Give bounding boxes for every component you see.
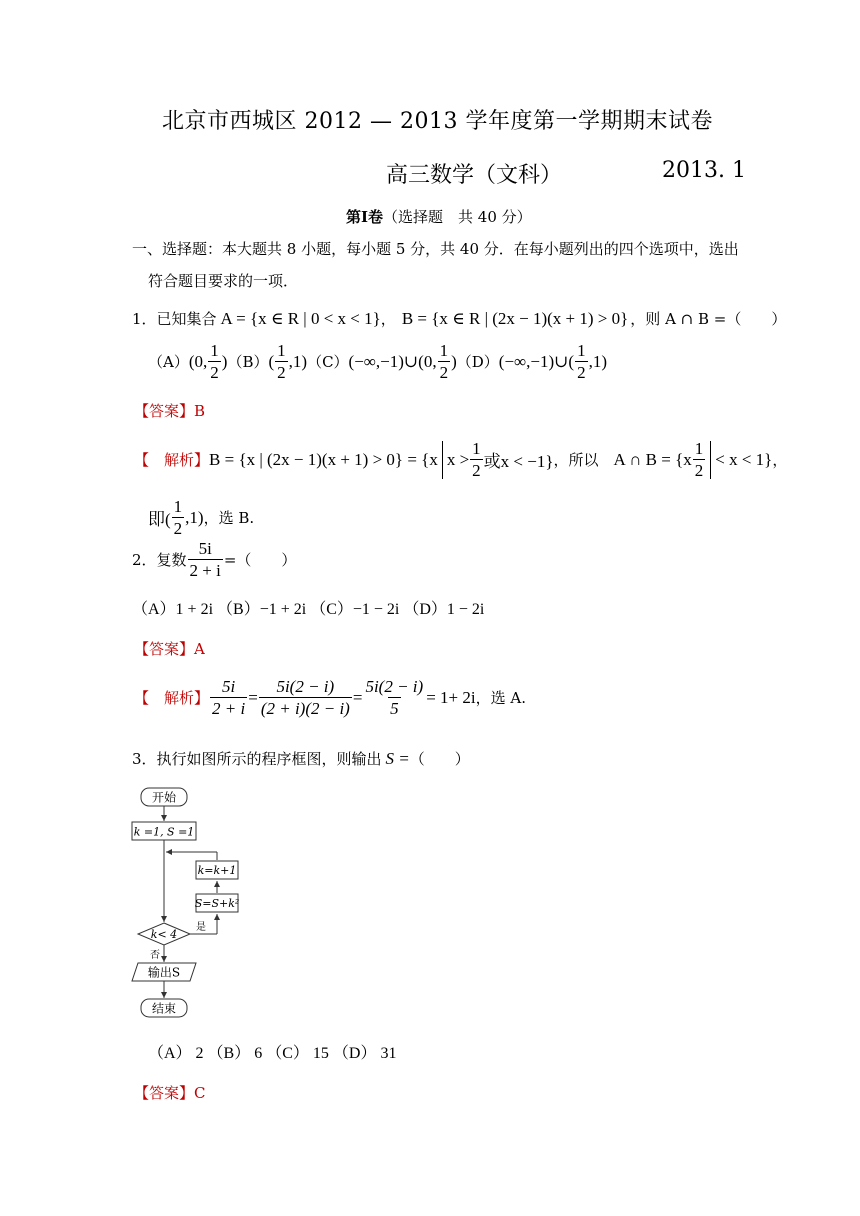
q1-opt-c-label: （C） [307, 353, 349, 371]
fraction-denominator: 5 [390, 699, 399, 718]
q2-answer [134, 638, 205, 659]
q1-analysis-conn: ，所以 [553, 451, 614, 469]
fraction-numerator: 1 [439, 341, 449, 360]
q1-opt-b-post: ,1) [288, 351, 308, 371]
q1-opt-d-pre: (−∞,−1)∪( [498, 351, 575, 371]
q2-fraction [188, 540, 223, 579]
flow-inc-text: k=k+1 [197, 864, 237, 877]
fraction-denominator: 2 [439, 363, 449, 382]
answer-value: B [194, 402, 206, 420]
q1-analysis-end: ， [772, 451, 788, 469]
q1-analysis [134, 440, 787, 479]
flow-sum-text: S=S+k² [194, 897, 240, 910]
fraction-denominator: 2 + i [189, 561, 221, 580]
q1-opt-d-post: ,1) [588, 351, 607, 371]
q1-opt-c-fraction [438, 342, 451, 381]
q2-number: 2．复数 [132, 551, 187, 569]
answer-tag: 【答案】 [134, 402, 195, 420]
q1-set-a: A = {x ∈ R | 0 < x < 1} [220, 308, 381, 328]
answer-value: A [194, 640, 205, 658]
fraction-numerator: 5i [222, 677, 236, 696]
q1-opt-b-fraction [275, 342, 288, 381]
fraction-denominator: (2 + i)(2 − i) [260, 699, 350, 718]
program-flowchart [120, 782, 260, 1022]
fraction-denominator: 2 [472, 461, 481, 480]
fraction-numerator: 1 [277, 341, 286, 360]
fraction-numerator: 5i(2 − i) [365, 677, 424, 696]
q1-analysis-inter-fraction [693, 440, 706, 479]
q1-opt-a-pre: (0, [188, 351, 208, 371]
q1-conclusion [148, 498, 254, 537]
set-bar [710, 441, 711, 479]
answer-value: C [194, 1084, 206, 1102]
q1-opt-a-post: ) [221, 351, 228, 371]
fraction-numerator: 1 [694, 439, 704, 458]
q1-ji-fraction [172, 498, 185, 537]
analysis-tag: 【 解析】 [134, 451, 210, 469]
q1-set-b: B = {x ∈ R | (2x − 1)(x + 1) > 0} [401, 308, 629, 328]
fraction-numerator: 1 [472, 439, 481, 458]
q1-ji-end: ，选 B. [203, 509, 255, 527]
q3-answer [134, 1082, 206, 1103]
q3-options: （A） 2 （B） 6 （C） 15 （D） 31 [148, 1045, 397, 1062]
q1-opt-d-fraction [575, 342, 588, 381]
instruction-line-2: 符合题目要求的一项． [148, 272, 299, 290]
section-heading-bold: 第Ⅰ卷 [346, 208, 384, 226]
q1-analysis-mid1: x > [446, 449, 470, 469]
analysis-tag: 【 解析】 [134, 689, 210, 707]
q1-analysis-pre: B = {x | (2x − 1)(x + 1) > 0} = {x [209, 449, 438, 469]
flow-output-text: 输出S [147, 965, 181, 980]
section-heading [346, 206, 532, 227]
flow-end-text: 结束 [151, 1001, 177, 1016]
q2-eq-1: = [248, 687, 258, 707]
q1-analysis-inter-post: < x < 1} [715, 449, 773, 469]
instruction-line-1: 一、选择题：本大题共 8 小题，每小题 5 分，共 40 分．在每小题列出的四个选项中，选出 [132, 240, 739, 258]
q2-analysis-frac-2 [259, 678, 352, 717]
q1-opt-d-label: （D） [456, 353, 499, 371]
exam-date: 2013. 1 [662, 158, 746, 183]
exam-subject: 高三数学（文科） [386, 163, 563, 188]
q2-end: ，选 A. [475, 689, 526, 707]
q3-stem-var: S = [385, 748, 410, 768]
q2-result: = 1+ 2i [426, 687, 476, 707]
q1-analysis-fraction [470, 440, 483, 479]
flow-yes-label: 是 [196, 922, 206, 933]
exam-title: 北京市西城区 2012 — 2013 学年度第一学期期末试卷 [162, 109, 713, 134]
fraction-numerator: 5i(2 − i) [276, 677, 335, 696]
q1-opt-b-pre: ( [268, 351, 275, 371]
answer-tag: 【答案】 [134, 1084, 195, 1102]
q1-opt-a-label: （A） [148, 353, 189, 371]
q2-analysis-frac-1 [210, 678, 247, 717]
q2-options: （A）1 + 2i （B）−1 + 2i （C）−1 − 2i （D）1 − 2i [132, 601, 485, 618]
q1-opt-c-post: ) [451, 351, 457, 371]
question-3-stem [132, 748, 470, 769]
answer-tag: 【答案】 [134, 640, 195, 658]
flow-cond-text: k< 4 [150, 928, 178, 941]
fraction-denominator: 2 [694, 461, 704, 480]
q1-analysis-inter-pre: A ∩ B = {x [613, 449, 692, 469]
flow-no-label: 否 [150, 950, 160, 961]
q1-analysis-mid2: 或x < −1} [483, 452, 554, 471]
q1-opt-a-fraction [208, 342, 221, 381]
fraction-numerator: 1 [173, 497, 183, 516]
set-bar [442, 441, 443, 479]
fraction-numerator: 1 [577, 341, 586, 360]
fraction-denominator: 2 [173, 519, 183, 538]
fraction-numerator: 1 [210, 341, 219, 360]
q3-stem-pre: 3．执行如图所示的程序框图，则输出 [132, 750, 382, 768]
q1-ask: ，则 A ∩ B =（ ） [630, 310, 787, 328]
fraction-denominator: 2 [277, 363, 286, 382]
q2-analysis-frac-3 [363, 678, 425, 717]
fraction-denominator: 2 + i [212, 699, 246, 718]
q2-ask: =（ ） [223, 551, 297, 569]
question-1-options [148, 342, 607, 381]
fraction-denominator: 2 [577, 363, 586, 382]
q2-analysis [134, 678, 526, 717]
flow-init-text: k =1, S =1 [133, 825, 195, 839]
q1-answer [134, 400, 205, 421]
q2-eq-2: = [352, 687, 363, 707]
question-1-stem [132, 308, 786, 329]
q1-ji-pre: 即( [148, 510, 171, 529]
fraction-numerator: 5i [198, 539, 212, 558]
q1-ji-post: ,1) [185, 507, 204, 527]
question-2-stem [132, 540, 296, 579]
q1-opt-c-pre: (−∞,−1)∪(0, [348, 351, 437, 371]
q1-opt-b-label: （B） [227, 353, 269, 371]
fraction-denominator: 2 [210, 363, 219, 382]
flow-start-text: 开始 [151, 790, 177, 805]
section-heading-rest: （选择题 共 40 分） [383, 208, 532, 226]
q3-stem-post: （ ） [409, 750, 470, 768]
q1-sep: ， [380, 310, 396, 328]
q1-number: 1．已知集合 [132, 310, 217, 328]
